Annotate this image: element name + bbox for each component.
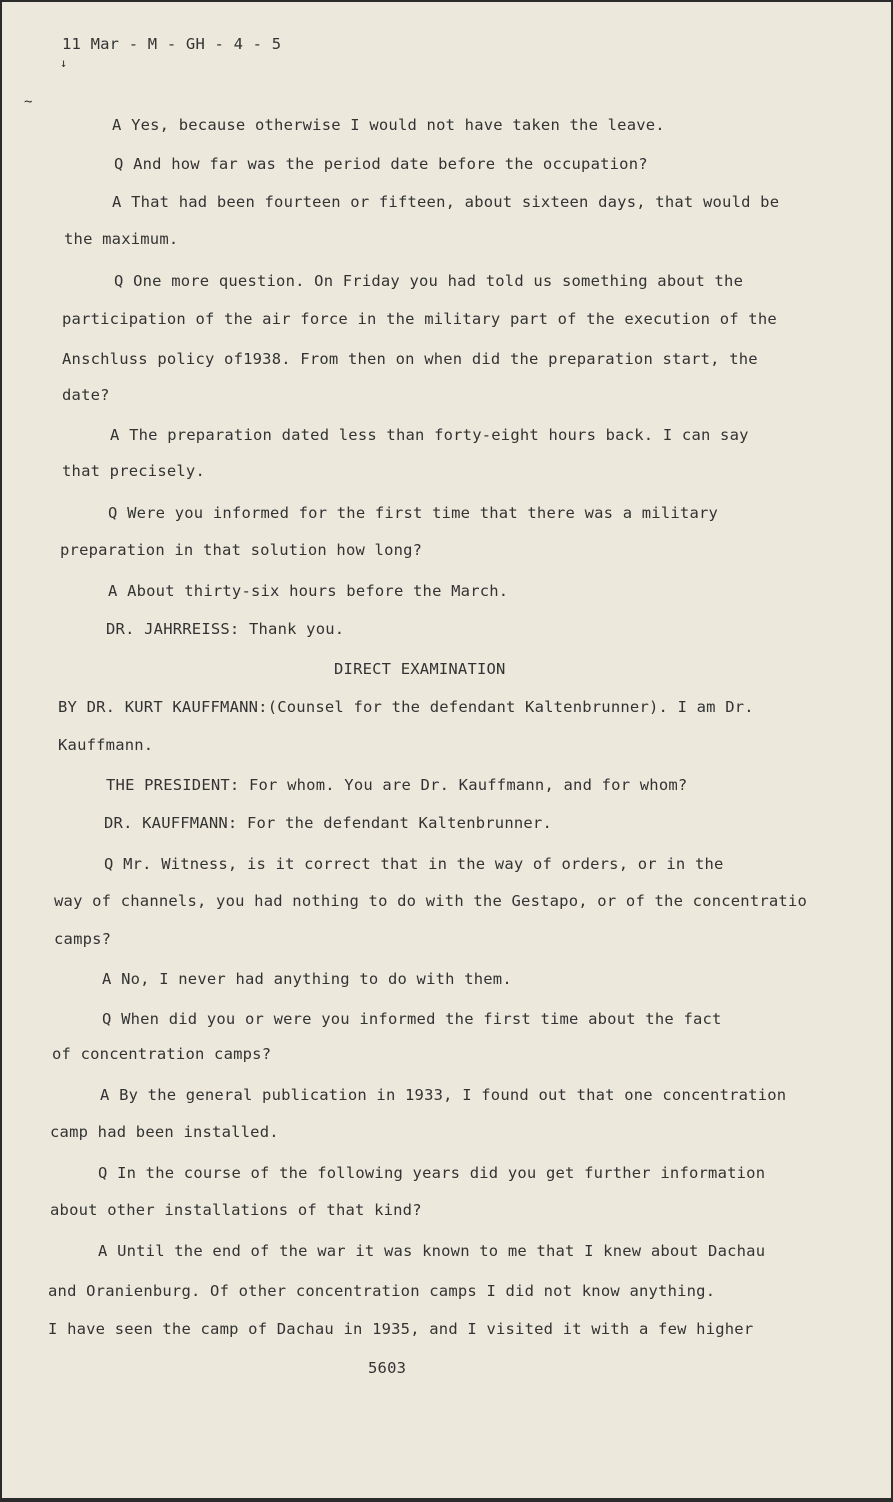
transcript-line: and Oranienburg. Of other concentration camps I did not know anything.	[48, 1282, 716, 1300]
transcript-line: the maximum.	[64, 230, 179, 248]
page-number: 5603	[368, 1359, 407, 1377]
transcript-line: DR. KAUFFMANN: For the defendant Kaltenbrunner.	[104, 814, 552, 832]
transcript-line: A Yes, because otherwise I would not have taken the leave.	[112, 116, 665, 134]
transcript-line: Q In the course of the following years did you get further information	[98, 1164, 766, 1182]
section-heading: DIRECT EXAMINATION	[334, 660, 506, 678]
transcript-line: THE PRESIDENT: For whom. You are Dr. Kauffmann, and for whom?	[106, 776, 688, 794]
transcript-line: that precisely.	[62, 462, 205, 480]
transcript-line: Kauffmann.	[58, 736, 154, 754]
transcript-line: Q Mr. Witness, is it correct that in the way of orders, or in the	[104, 855, 724, 873]
transcript-line: of concentration camps?	[52, 1045, 272, 1063]
transcript-line: I have seen the camp of Dachau in 1935, and I visited it with a few higher	[48, 1320, 754, 1338]
transcript-line: A That had been fourteen or fifteen, about sixteen days, that would be	[112, 193, 780, 211]
transcript-line: A No, I never had anything to do with them.	[102, 970, 512, 988]
transcript-line: camps?	[54, 930, 112, 948]
transcript-line: participation of the air force in the military part of the execution of the	[62, 310, 777, 328]
margin-mark: ~	[24, 94, 33, 110]
transcript-line: A About thirty-six hours before the March.	[108, 582, 509, 600]
transcript-line: DR. JAHRREISS: Thank you.	[106, 620, 345, 638]
transcript-line: Q When did you or were you informed the first time about the fact	[102, 1010, 722, 1028]
transcript-line: Q And how far was the period date before the occupation?	[114, 155, 648, 173]
document-page	[2, 2, 891, 1498]
transcript-line: camp had been installed.	[50, 1123, 279, 1141]
transcript-line: BY DR. KURT KAUFFMANN:(Counsel for the defendant Kaltenbrunner). I am Dr.	[58, 698, 754, 716]
transcript-line: Anschluss policy of1938. From then on when did the preparation start, the	[62, 350, 758, 368]
transcript-line: A By the general publication in 1933, I found out that one concentration	[100, 1086, 787, 1104]
transcript-line: Q Were you informed for the first time that there was a military	[108, 504, 719, 522]
page-header: 11 Mar - M - GH - 4 - 5	[62, 35, 282, 53]
transcript-line: Q One more question. On Friday you had told us something about the	[114, 272, 744, 290]
transcript-line: way of channels, you had nothing to do with the Gestapo, or of the concentratio	[54, 892, 808, 910]
transcript-line: date?	[62, 386, 110, 404]
transcript-line: about other installations of that kind?	[50, 1201, 422, 1219]
transcript-line: A Until the end of the war it was known to me that I knew about Dachau	[98, 1242, 766, 1260]
transcript-line: preparation in that solution how long?	[60, 541, 423, 559]
transcript-line: A The preparation dated less than forty-eight hours back. I can say	[110, 426, 749, 444]
margin-tick-mark: ↓	[60, 56, 68, 70]
